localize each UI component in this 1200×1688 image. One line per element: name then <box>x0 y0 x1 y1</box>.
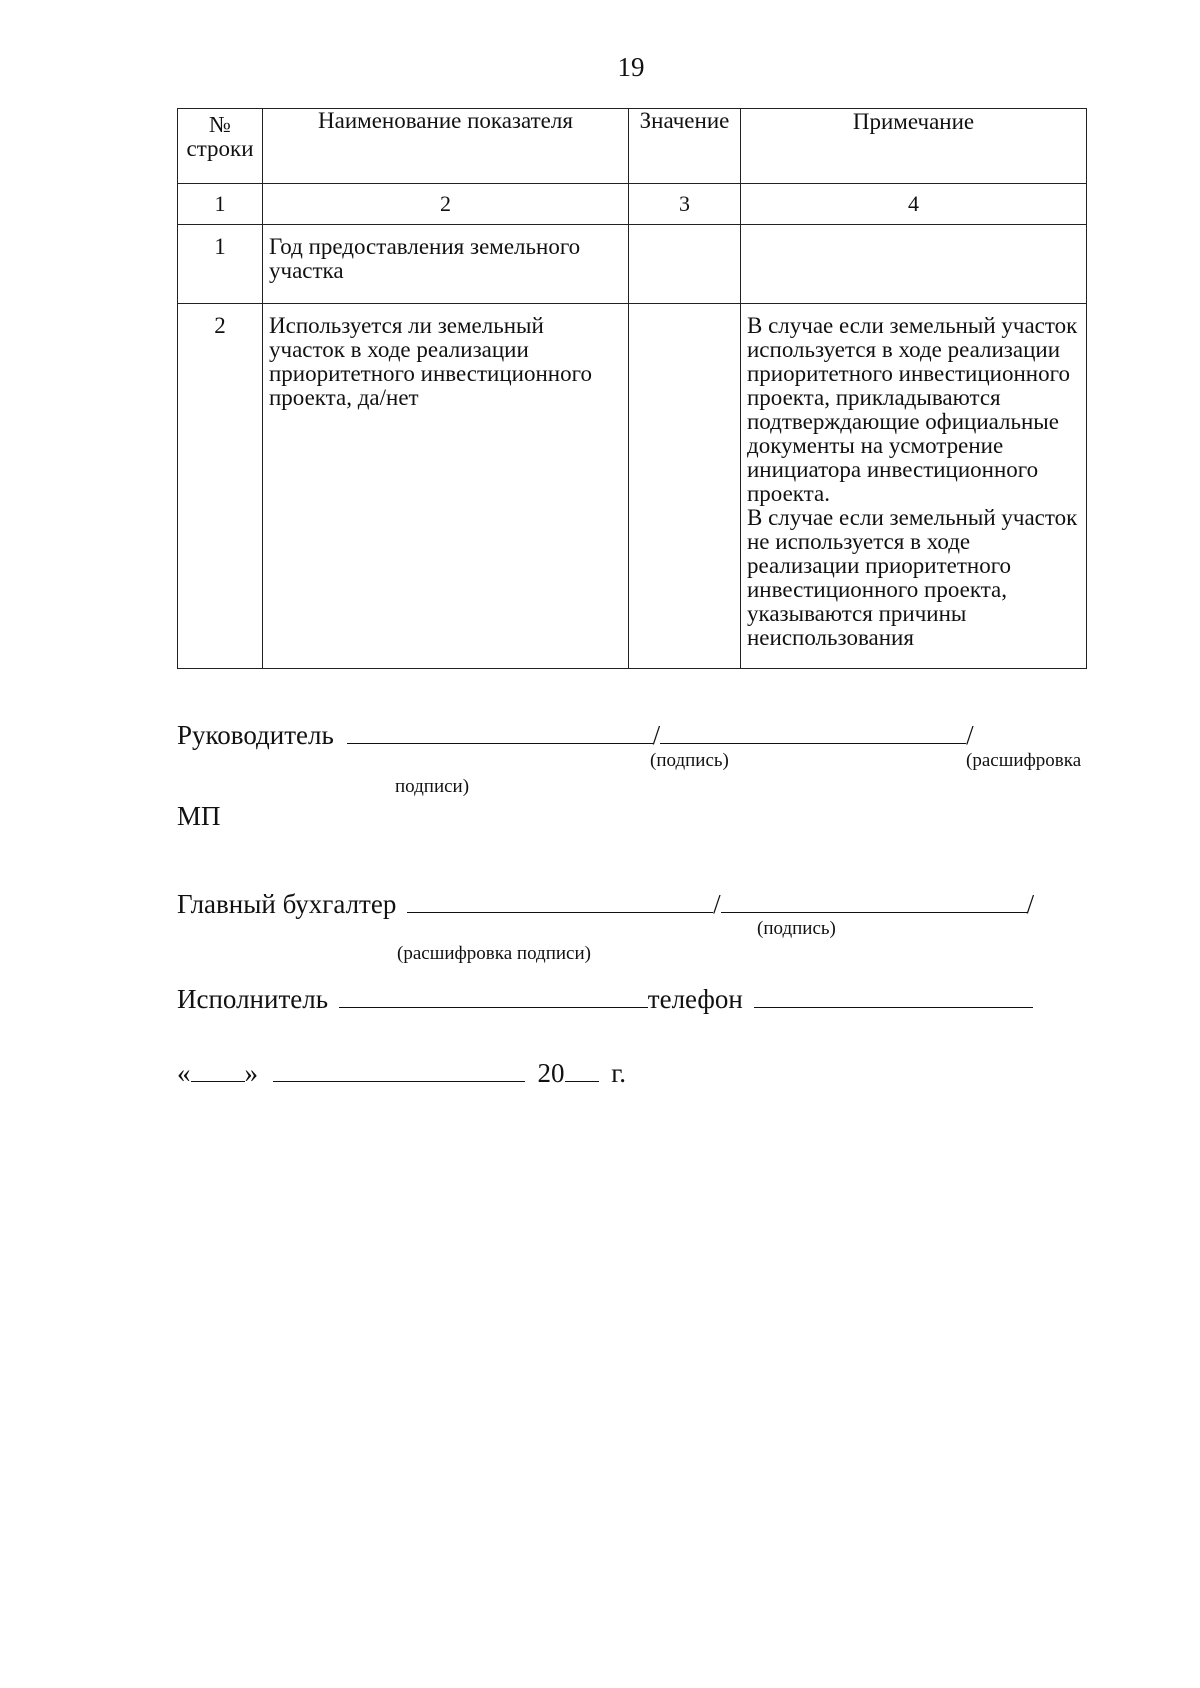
head-label: Руководитель <box>177 720 334 750</box>
indicator-name: Год предоставления земельного участка <box>263 225 629 304</box>
accountant-rasshifrovka-caption: (расшифровка подписи) <box>397 943 591 964</box>
table-row <box>178 225 1087 304</box>
column-number: 1 <box>178 184 263 225</box>
accountant-podpis-caption: (подпись) <box>757 918 836 939</box>
phone-label: телефон <box>647 984 743 1014</box>
slash: / <box>713 889 721 919</box>
executor-line <box>177 981 1033 1015</box>
accountant-signature-line <box>177 886 1034 920</box>
head-podpis-caption: (подпись) <box>650 750 729 771</box>
executor-field[interactable] <box>339 981 648 1008</box>
indicator-name: Используется ли земельный участок в ходе реализации приоритетного инвестиционного проекта, да/нет <box>263 304 629 669</box>
value-cell[interactable] <box>629 225 741 304</box>
head-signature-field[interactable] <box>347 717 653 744</box>
header-indicator-name: Наименование показателя <box>263 109 629 184</box>
header-row-number: № строки <box>178 109 263 184</box>
column-number: 4 <box>741 184 1087 225</box>
accountant-label: Главный бухгалтер <box>177 889 397 919</box>
value-cell[interactable] <box>629 304 741 669</box>
stamp-place-label: МП <box>177 801 221 831</box>
table-row <box>178 304 1087 669</box>
column-number: 2 <box>263 184 629 225</box>
date-year-field[interactable] <box>565 1055 599 1082</box>
note-paragraph: В случае если земельный участок используется в ходе реализации приоритетного инвестиционного проекта, прикладываются подтверждающие официальные документы на усмотрение инициатора инвестиционного проекта. <box>747 313 1078 506</box>
header-value: Значение <box>629 109 741 184</box>
executor-label: Исполнитель <box>177 984 329 1014</box>
date-day-field[interactable] <box>191 1055 245 1082</box>
indicator-table <box>177 108 1087 669</box>
date-month-field[interactable] <box>273 1055 525 1082</box>
note-paragraph: В случае если земельный участок не используется в ходе реализации приоритетного инвестиционного проекта, указываются причины неиспользования <box>747 505 1078 650</box>
accountant-signature-field[interactable] <box>407 886 713 913</box>
header-note: Примечание <box>741 109 1087 184</box>
page-number: 19 <box>617 52 645 82</box>
date-year-prefix: 20 <box>537 1058 565 1088</box>
date-line <box>177 1055 626 1089</box>
date-year-suffix: г. <box>611 1058 627 1088</box>
date-close-quote: » <box>244 1058 258 1088</box>
row-number: 2 <box>178 304 263 669</box>
row-number: 1 <box>178 225 263 304</box>
slash: / <box>966 720 974 750</box>
head-name-field[interactable] <box>660 717 966 744</box>
note-cell <box>741 225 1087 304</box>
slash: / <box>652 720 661 750</box>
note-cell <box>741 304 1087 669</box>
accountant-name-field[interactable] <box>721 886 1027 913</box>
head-signature-line <box>177 717 974 751</box>
head-rasshifrovka-caption-cont: подписи) <box>395 776 470 797</box>
column-numbers-row <box>178 184 1087 225</box>
slash: / <box>1026 889 1035 919</box>
table-header-row <box>178 109 1087 184</box>
head-rasshifrovka-caption: (расшифровка <box>966 750 1082 771</box>
date-open-quote: « <box>177 1058 191 1088</box>
column-number: 3 <box>629 184 741 225</box>
phone-field[interactable] <box>754 981 1033 1008</box>
